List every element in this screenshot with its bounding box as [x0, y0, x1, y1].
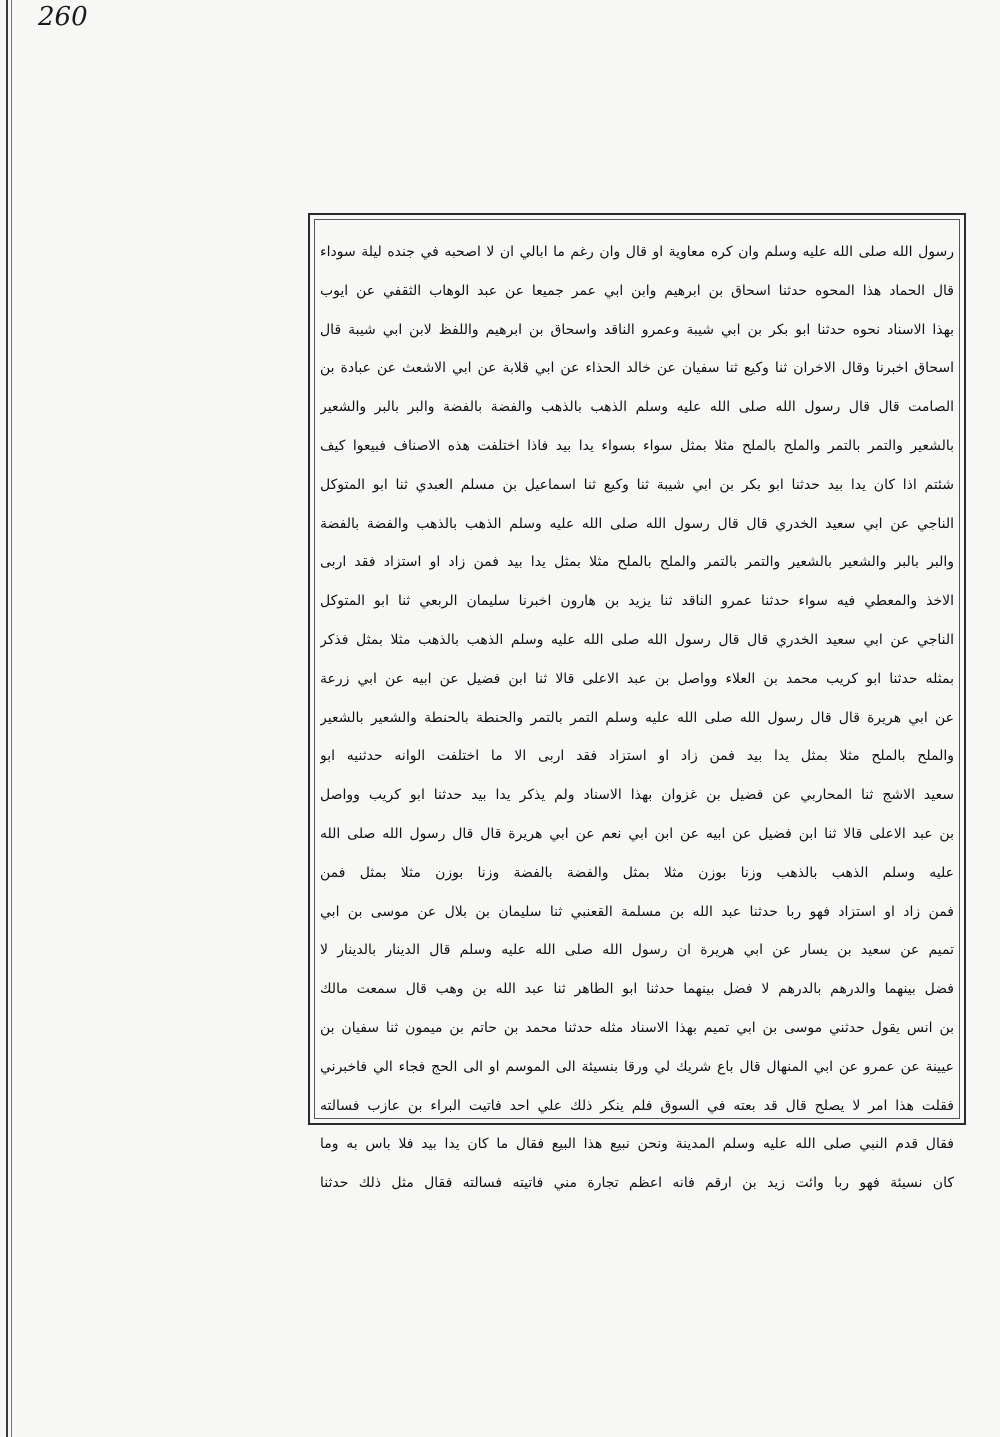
manuscript-line: عليه وسلم الذهب بالذهب وزنا بوزن مثلا بمثل والفضة بالفضة وزنا بوزن مثلا بمثل فمن: [320, 864, 954, 881]
manuscript-line: كان نسيئة فهو ربا وائت زيد بن ارقم فانه اعظم تجارة مني فاتيته فسالته فقال مثل ذلك حدثنا: [320, 1175, 954, 1192]
manuscript-line: الناجي عن ابي سعيد الخدري قال قال رسول الله صلى الله عليه وسلم الذهب بالذهب مثلا بمثل فذكر: [320, 631, 954, 648]
page-number: 260: [38, 2, 88, 32]
manuscript-line: بهذا الاسناد نحوه حدثنا ابو بكر بن ابي شيبة وعمرو الناقد واسحاق بن ابرهيم واللفظ لابن ابي شيبة قال: [320, 321, 954, 338]
manuscript-line: قال الحماد هذا المحوه حدثنا اسحاق بن ابرهيم وابن ابي عمر جميعا عن عبد الوهاب الثقفي عن ايوب: [320, 282, 954, 299]
manuscript-line: الصامت قال قال رسول الله صلى الله عليه وسلم الذهب بالذهب والفضة بالفضة والبر بالبر والشعير: [320, 399, 954, 416]
manuscript-line: رسول الله صلى الله عليه وسلم وان كره معاوية او قال وان رغم ما ابالي ان لا اصحبه في جنده ليلة سوداء: [320, 244, 954, 260]
manuscript-line: بمثله حدثنا ابو كريب محمد بن العلاء وواصل بن عبد الاعلى قالا ثنا ابن فضيل عن ابيه عن ابي زرعة: [320, 670, 954, 687]
manuscript-line: شئتم اذا كان يدا بيد حدثنا ابو بكر بن ابي شيبة ثنا وكيع ثنا اسماعيل بن مسلم العبدي ثنا ابو المتوكل: [320, 476, 954, 493]
manuscript-line: فقال قدم النبي صلى الله عليه وسلم المدينة ونحن نبيع هذا البيع فقال ما كان يدا بيد فلا باس به وما: [320, 1136, 954, 1153]
manuscript-line: والبر بالبر والشعير بالشعير والتمر بالتمر والملح بالملح مثلا بمثل يدا بيد فمن زاد او استزاد فقد اربى: [320, 554, 954, 571]
manuscript-line: تميم عن سعيد بن يسار عن ابي هريرة ان رسول الله صلى الله عليه وسلم قال الدينار بالدينار لا: [320, 942, 954, 959]
page-edge-line-left: [6, 0, 8, 1437]
manuscript-line: بن انس يقول حدثني موسى بن ابي تميم بهذا الاسناد مثله حدثنا محمد بن حاتم بن ميمون ثنا سفيان بن: [320, 1019, 954, 1036]
manuscript-line: فضل بينهما والدرهم بالدرهم لا فضل بينهما حدثنا ابو الطاهر ثنا عبد الله بن وهب قال سمعت مالك: [320, 981, 954, 998]
manuscript-text-block: [320, 233, 954, 1203]
manuscript-line: فقلت هذا امر لا يصلح قال قد بعته في السوق فلم ينكر ذلك علي احد فاتيت البراء بن عازب فسالته: [320, 1097, 954, 1114]
manuscript-line: فمن زاد او استزاد فهو ربا حدثنا عبد الله بن مسلمة القعنبي ثنا سليمان بن بلال عن موسى بن ابي: [320, 903, 954, 920]
manuscript-line: الاخذ والمعطي فيه سواء حدثنا عمرو الناقد ثنا يزيد بن هارون اخبرنا سليمان الربعي ثنا ابو المتوكل: [320, 593, 954, 610]
manuscript-line: والملح بالملح مثلا بمثل يدا بيد فمن زاد او استزاد فقد اربى الا ما اختلفت الوانه حدثنيه ابو: [320, 748, 954, 765]
text-frame: [308, 213, 966, 1192]
manuscript-line: اسحاق اخبرنا وقال الاخران ثنا وكيع ثنا سفيان عن خالد الحذاء عن ابي قلابة عن ابي الاشعث عن عبادة بن: [320, 360, 954, 377]
manuscript-line: عن ابي هريرة قال قال رسول الله صلى الله عليه وسلم التمر بالتمر والحنطة بالحنطة والشعير بالشعير: [320, 709, 954, 726]
manuscript-line: بن عبد الاعلى قالا ثنا ابن فضيل عن ابيه عن ابن ابي نعم عن ابي هريرة قال قال رسول الله صلى الله: [320, 825, 954, 842]
page-edge-line-left-inner: [11, 0, 12, 1437]
manuscript-line: بالشعير والتمر بالتمر والملح بالملح مثلا بمثل سواء بسواء يدا بيد فاذا اختلفت هذه الاصناف فبيعوا كيف: [320, 437, 954, 454]
manuscript-line: سعيد الاشج ثنا المحاربي عن فضيل بن غزوان بهذا الاسناد ولم يذكر يدا بيد حدثنا ابو كريب وواصل: [320, 787, 954, 804]
manuscript-line: عيينة عن عمرو عن ابي المنهال قال باع شريك لي ورقا بنسيئة الى الموسم او الى الحج فجاء الي فاخبرني: [320, 1058, 954, 1075]
manuscript-line: الناجي عن ابي سعيد الخدري قال قال رسول الله صلى الله عليه وسلم الذهب بالذهب والفضة بالفضة: [320, 515, 954, 532]
